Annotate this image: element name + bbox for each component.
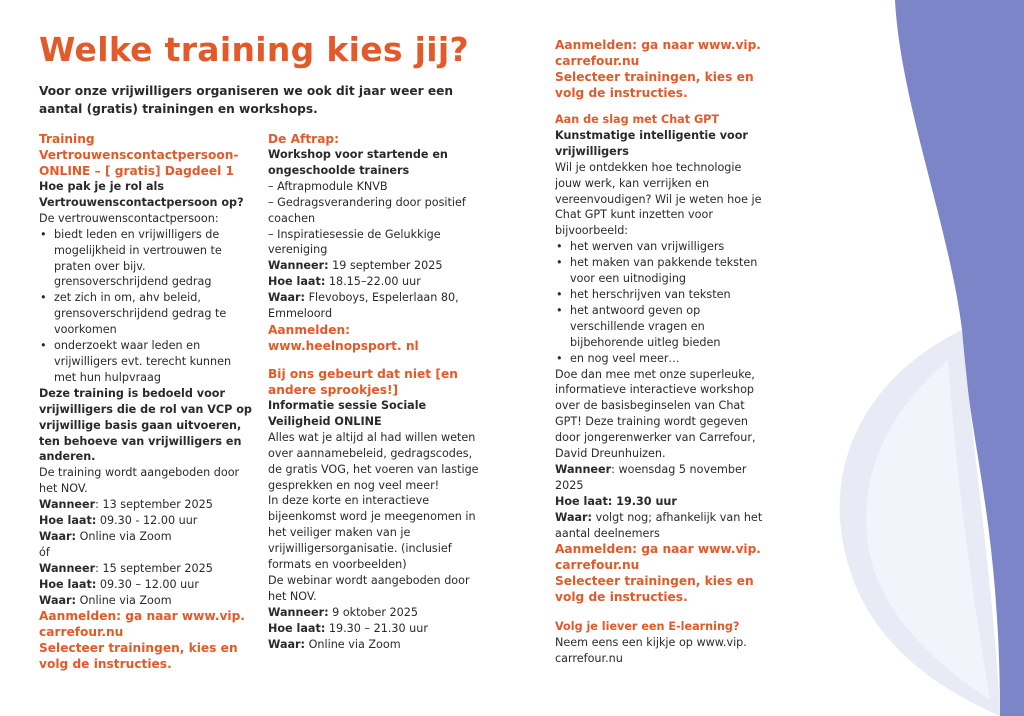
hoelaat-label: Hoe laat:	[39, 514, 97, 528]
sprookjes-text-2: In deze korte en interactieve bijeenkomst word je meegenomen in het veiliger maken van je vrijwilligersorganisatie. (inclusief formats en voorbeelden)	[268, 494, 476, 572]
list-item: • onderzoekt waar leden en vrijwilligers evt. terecht kunnen met hun hulpvraag	[39, 338, 254, 386]
aftrap-item: – Gedragsverandering door positief coachen	[268, 195, 466, 225]
hoelaat-value: 09.30 – 12.00 uur	[96, 577, 199, 591]
sprookjes-time	[268, 621, 483, 637]
aftrap-item: – Aftrapmodule KNVB	[268, 179, 388, 193]
list-item: • en nog veel meer…	[555, 351, 765, 367]
sprookjes-text-1: Alles wat je altijd al had willen weten over aannamebeleid, gedragscodes, de gratis VOG, het voeren van lastige gesprekken en nog veel meer!	[268, 430, 479, 492]
wanneer-value: : woensdag 5 november 2025	[555, 462, 747, 492]
column-chatgpt	[555, 37, 765, 667]
vcp-or: óf	[39, 545, 50, 559]
list-item: • het maken van pakkende teksten voor een uitnodiging	[555, 255, 765, 287]
column-vcp-training	[39, 131, 254, 672]
chatgpt-heading: Aan de slag met Chat GPT	[555, 113, 719, 126]
spacer	[268, 354, 483, 366]
page-title: Welke training kies jij?	[39, 30, 469, 69]
wanneer-label: Wanneer:	[268, 259, 329, 273]
vcp-offered: De training wordt aangeboden door het NOV.	[39, 466, 240, 496]
vcp-time-2	[39, 577, 254, 593]
wanneer-label: Wanneer	[39, 498, 96, 512]
chatgpt-register-link[interactable]: Aanmelden: ga naar www.vip. carrefour.nu	[555, 542, 761, 573]
vcp-date-2	[39, 561, 254, 577]
aftrap-item: – Inspiratiesessie de Gelukkige vereniging	[268, 227, 441, 257]
elearning-heading: Volg je liever een E-learning?	[555, 620, 740, 634]
vcp-time-1	[39, 513, 254, 529]
chatgpt-date	[555, 462, 765, 494]
vcp-register-link[interactable]: Aanmelden: ga naar www.vip. carrefour.nu	[39, 609, 245, 640]
top-register-link[interactable]: Aanmelden: ga naar www.vip. carrefour.nu	[555, 38, 761, 68]
aftrap-heading: De Aftrap:	[268, 132, 340, 146]
sprookjes-text-3: De webinar wordt aangeboden door het NOV.	[268, 573, 470, 603]
sprookjes-heading: Bij ons gebeurt dat niet [en andere sprookjes!]	[268, 366, 458, 397]
waar-value: volgt nog; afhankelijk van het aantal deelnemers	[555, 510, 763, 540]
wanneer-value: : 13 september 2025	[95, 498, 213, 512]
aftrap-subtitle: Workshop voor startende en ongeschoolde trainers	[268, 148, 448, 177]
spacer	[555, 101, 765, 112]
chatgpt-bullet-list	[555, 239, 765, 366]
wanneer-label: Wanneer	[555, 462, 612, 476]
waar-label: Waar:	[268, 291, 306, 305]
waar-label: Waar:	[39, 529, 77, 543]
column-workshops	[268, 131, 483, 652]
vcp-bullet-list	[39, 227, 254, 386]
waar-value: Online via Zoom	[76, 529, 172, 543]
list-item: • het werven van vrijwilligers	[555, 239, 765, 255]
hoelaat-label: Hoe laat:	[268, 621, 326, 635]
vcp-place-2	[39, 593, 254, 609]
hoelaat-value: 18.15–22.00 uur	[325, 275, 421, 289]
wanneer-value: 9 oktober 2025	[328, 605, 418, 619]
chatgpt-place	[555, 510, 765, 542]
waar-label: Waar:	[555, 510, 593, 524]
hoelaat-label: Hoe laat:	[268, 275, 326, 289]
waar-label: Waar:	[39, 593, 77, 607]
sprookjes-date	[268, 605, 483, 621]
wanneer-value: 19 september 2025	[328, 259, 443, 273]
vcp-place-1	[39, 529, 254, 545]
vcp-lead: De vertrouwenscontactpersoon:	[39, 211, 219, 225]
vcp-instructions: Selecteer trainingen, kies en volg de instructies.	[39, 641, 238, 672]
chatgpt-time: Hoe laat: 19.30 uur	[555, 494, 677, 508]
wanneer-value: : 15 september 2025	[95, 561, 213, 575]
aftrap-register-link[interactable]: Aanmelden: www.heelnopsport. nl	[268, 322, 419, 353]
hoelaat-label: Hoe laat:	[39, 577, 97, 591]
elearning-text[interactable]: Neem eens een kijkje op www.vip. carrefour.nu	[555, 636, 747, 666]
chatgpt-instructions: Selecteer trainingen, kies en volg de instructies.	[555, 574, 754, 605]
aftrap-time	[268, 274, 483, 290]
list-item: • het herschrijven van teksten	[555, 287, 765, 303]
wanneer-label: Wanneer	[39, 561, 96, 575]
waar-value: Flevoboys, Espelerlaan 80, Emmeloord	[268, 291, 459, 321]
vcp-heading: Training Vertrouwenscontactpersoon-ONLINE – [ gratis] Dagdeel 1	[39, 132, 239, 178]
chatgpt-body: Doe dan mee met onze superleuke, informatieve interactieve workshop over de basisbeginselen van Chat GPT! Deze training wordt gegeven door jongerenwerker van Carrefour, David Dreunhuizen.	[555, 367, 756, 461]
wanneer-label: Wanneer:	[268, 605, 329, 619]
chatgpt-subtitle: Kunstmatige intelligentie voor vrijwilligers	[555, 128, 748, 158]
hoelaat-value: 09.30 - 12.00 uur	[96, 514, 198, 528]
waar-value: Online via Zoom	[76, 593, 172, 607]
list-item: • het antwoord geven op verschillende vragen en bijbehorende uitleg bieden	[555, 303, 765, 351]
waar-value: Online via Zoom	[305, 637, 401, 651]
sprookjes-subtitle: Informatie sessie Sociale Veiligheid ONLINE	[268, 398, 427, 428]
vcp-question: Hoe pak je je rol als Vertrouwenscontactpersoon op?	[39, 180, 244, 209]
list-item: • biedt leden en vrijwilligers de mogelijkheid in vertrouwen te praten over bijv. grensoverschrijdend gedrag	[39, 227, 254, 291]
top-instructions: Selecteer trainingen, kies en volg de instructies.	[555, 70, 754, 100]
list-item: • zet zich in om, ahv beleid, grensoverschrijdend gedrag te voorkomen	[39, 290, 254, 338]
vcp-target: Deze training is bedoeld voor vrijwilligers die de rol van VCP op vrijwillige basis gaan uitvoeren, ten behoeve van vrijwilligers en anderen.	[39, 386, 252, 464]
intro-text: Voor onze vrijwilligers organiseren we ook dit jaar weer een aantal (gratis) trainingen en workshops.	[39, 84, 454, 116]
aftrap-place	[268, 290, 483, 322]
sprookjes-place	[268, 637, 483, 653]
vcp-date-1	[39, 497, 254, 513]
aftrap-date	[268, 258, 483, 274]
spacer	[555, 605, 765, 619]
hoelaat-value: 19.30 – 21.30 uur	[325, 621, 428, 635]
waar-label: Waar:	[268, 637, 306, 651]
chatgpt-intro: Wil je ontdekken hoe technologie jouw werk, kan verrijken en vereenvoudigen? Wil je weten hoe je Chat GPT kunt inzetten voor bijvoorbeeld:	[555, 160, 762, 238]
